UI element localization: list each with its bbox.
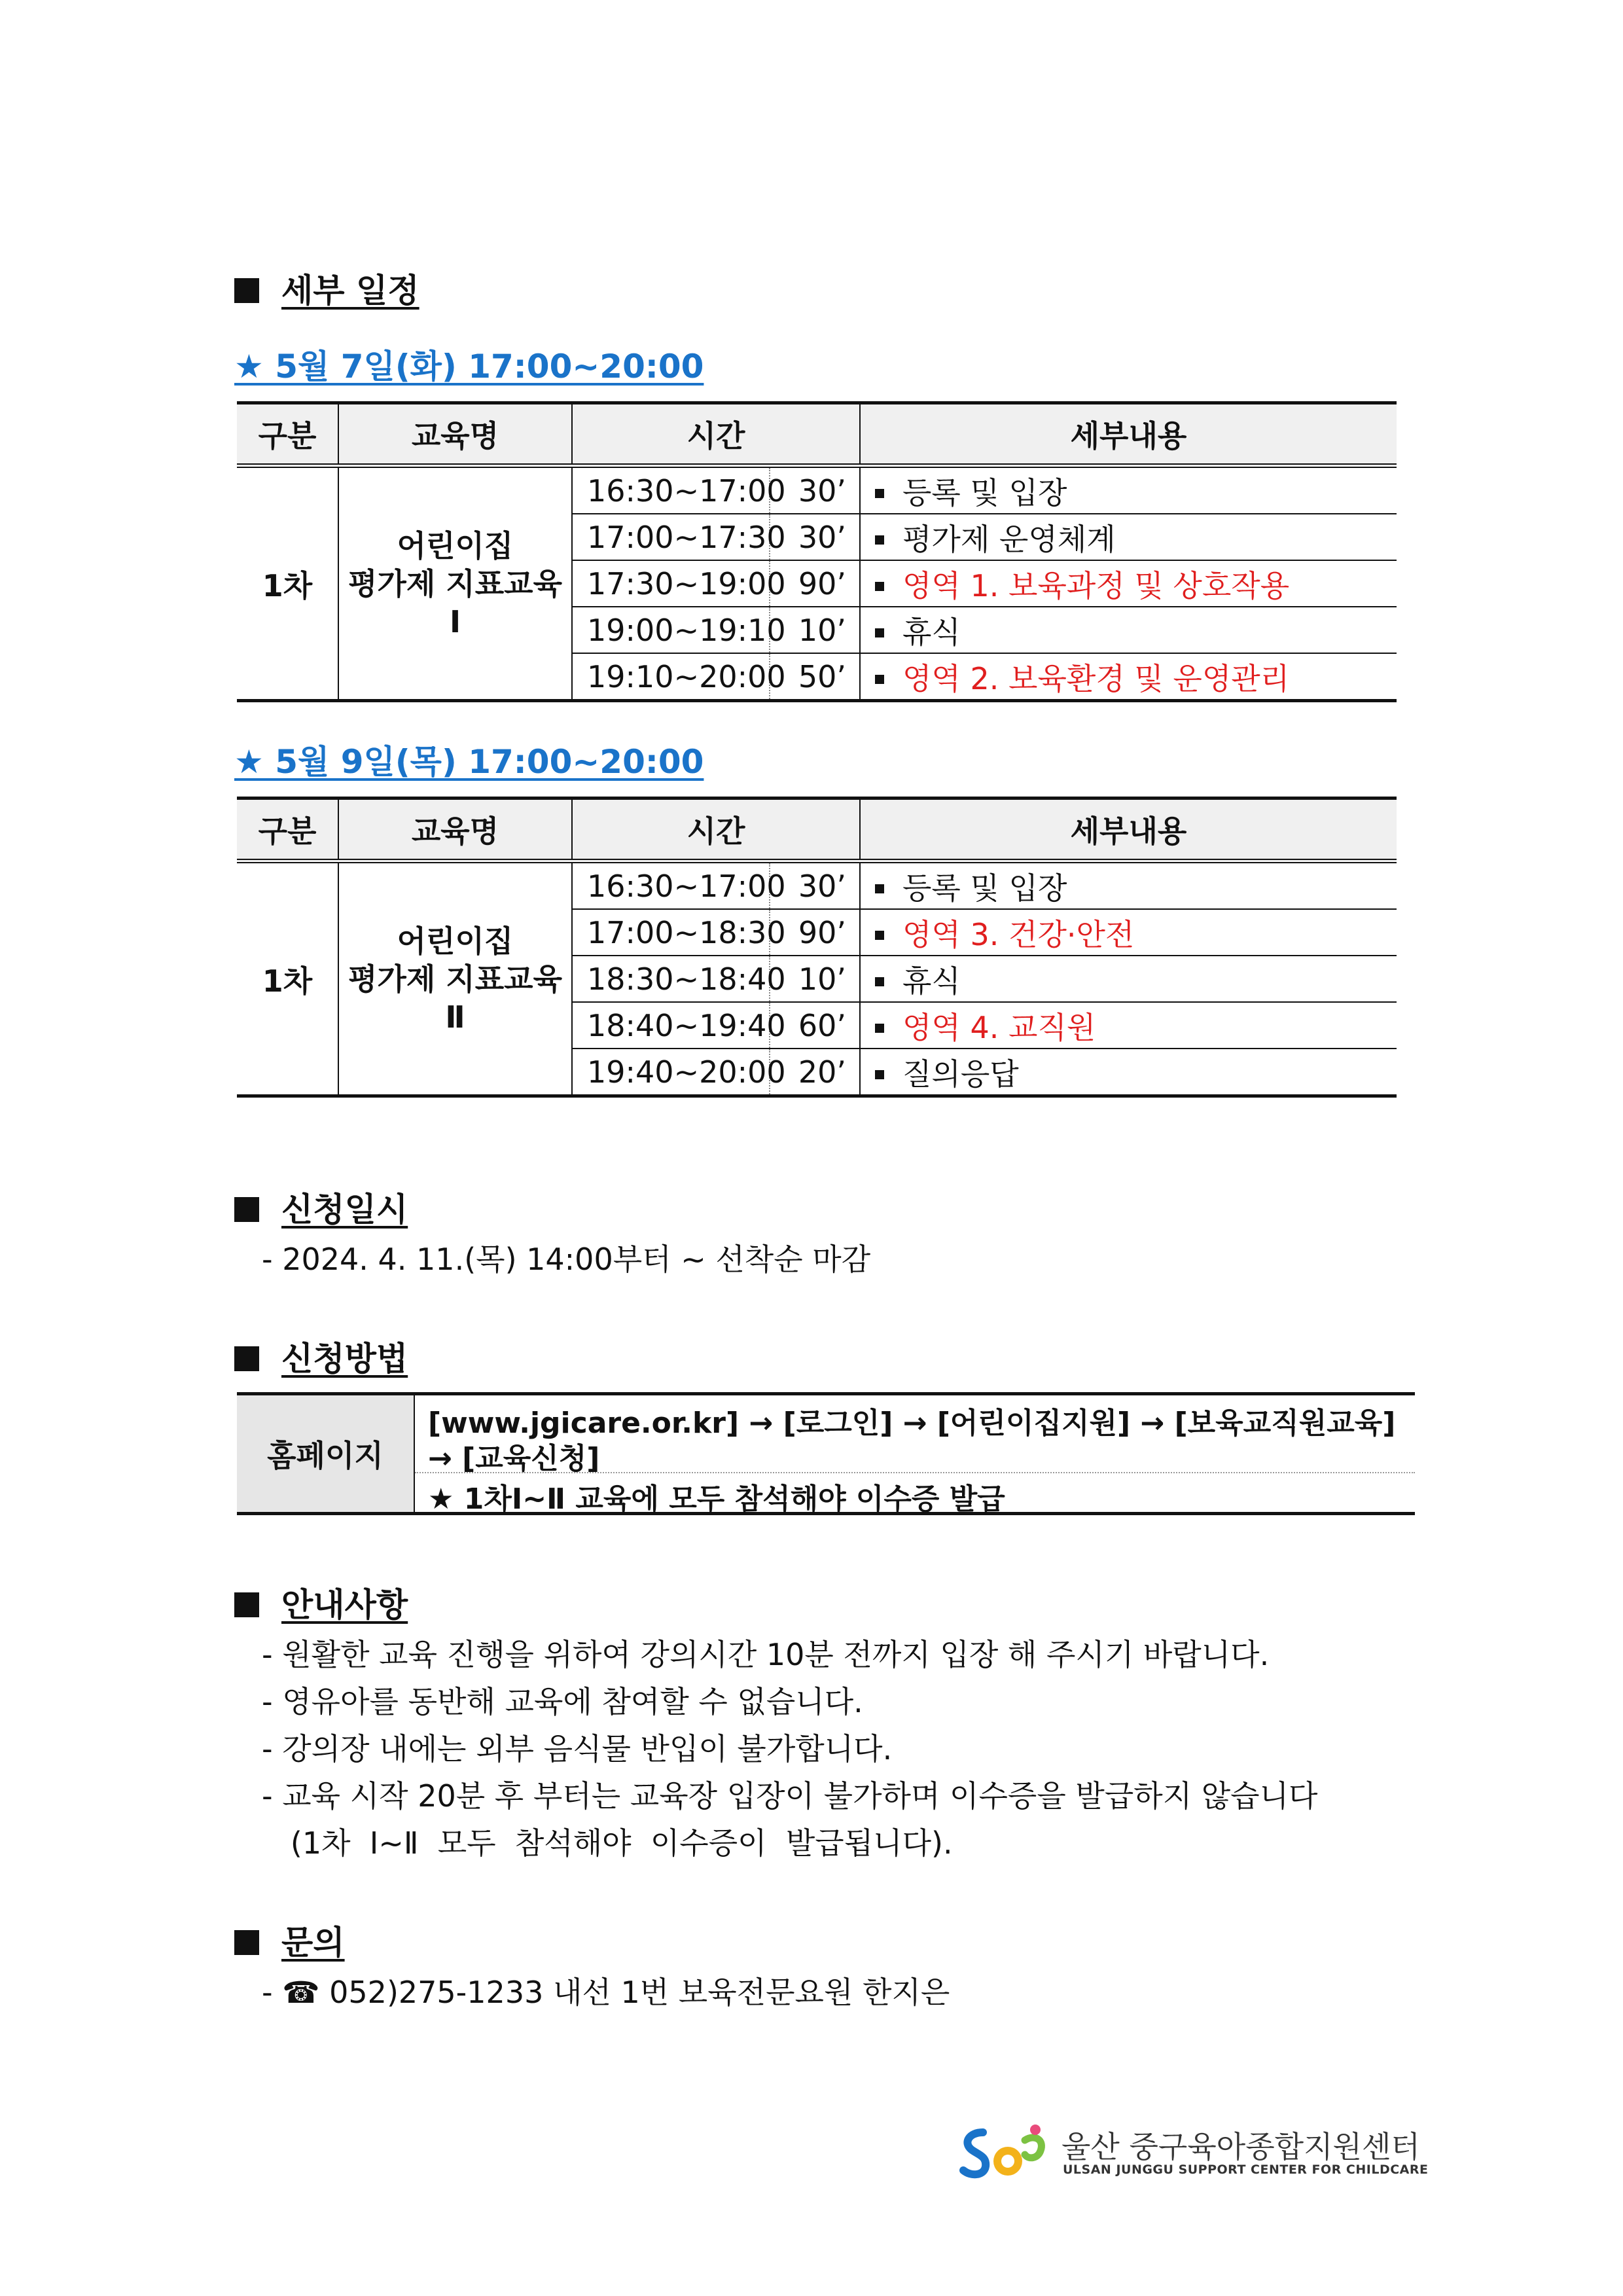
course-name-cell: 어린이집 평가제 지표교육 Ⅱ [338, 861, 572, 1096]
logo-name-kr: 울산 중구육아종합지원센터 [1061, 2129, 1420, 2164]
schedule2-table [237, 797, 1397, 1098]
section-title-contact: 문의 [234, 1916, 345, 1964]
header-course: 교육명 [338, 798, 572, 861]
header-course: 교육명 [338, 403, 572, 466]
category-cell: 1차 [237, 861, 338, 1096]
time-cell: 17:00~17:30 [572, 514, 770, 560]
section-title-schedule: 세부 일정 [234, 264, 419, 312]
section-title-notice: 안내사항 [234, 1579, 408, 1626]
minutes-cell: 10’ [770, 956, 860, 1002]
square-bullet-icon [875, 489, 884, 498]
detail-cell: 영역 4. 교직원 [860, 1002, 1397, 1049]
apply-method-line3: ★ 1차Ⅰ~Ⅱ 교육에 모두 참석해야 이수증 발급 [428, 1482, 1005, 1516]
apply-method-box [237, 1392, 1415, 1515]
minutes-cell: 90’ [770, 560, 860, 607]
detail-cell: 평가제 운영체계 [860, 514, 1397, 560]
square-bullet-icon [875, 1070, 884, 1079]
time-cell: 16:30~17:00 [572, 861, 770, 910]
header-time: 시간 [572, 403, 860, 466]
notice-item: - 영유아를 동반해 교육에 참여할 수 없습니다. [262, 1684, 863, 1719]
minutes-cell: 30’ [770, 861, 860, 910]
time-cell: 16:30~17:00 [572, 466, 770, 514]
logo-mark-icon [957, 2121, 1055, 2186]
time-cell: 17:00~18:30 [572, 909, 770, 956]
notice-item: - 강의장 내에는 외부 음식물 반입이 불가합니다. [262, 1731, 893, 1767]
schedule1-heading: ★ 5월 7일(화) 17:00~20:00 [234, 348, 704, 386]
detail-cell: 영역 1. 보육과정 및 상호작용 [860, 560, 1397, 607]
header-time: 시간 [572, 798, 860, 861]
detail-cell: 영역 3. 건강·안전 [860, 909, 1397, 956]
square-bullet-icon [234, 1592, 259, 1617]
table-header-row [237, 798, 1397, 861]
detail-cell: 휴식 [860, 607, 1397, 653]
time-cell: 19:10~20:00 [572, 653, 770, 701]
minutes-cell: 90’ [770, 909, 860, 956]
time-cell: 17:30~19:00 [572, 560, 770, 607]
header-detail: 세부내용 [860, 403, 1397, 466]
detail-cell: 질의응답 [860, 1049, 1397, 1096]
square-bullet-icon [875, 1024, 884, 1033]
square-bullet-icon [875, 628, 884, 637]
square-bullet-icon [875, 931, 884, 940]
minutes-cell: 10’ [770, 607, 860, 653]
minutes-cell: 60’ [770, 1002, 860, 1049]
homepage-label: 홈페이지 [237, 1395, 415, 1512]
detail-cell: 휴식 [860, 956, 1397, 1002]
apply-method-line1: [www.jgicare.or.kr] → [로그인] → [어린이집지원] → [보육교직원교육] [428, 1407, 1396, 1440]
square-bullet-icon [875, 977, 884, 986]
section-title-apply-date: 신청일시 [234, 1183, 408, 1230]
course-name-cell: 어린이집 평가제 지표교육 Ⅰ [338, 466, 572, 701]
detail-cell: 등록 및 입장 [860, 466, 1397, 514]
detail-cell: 영역 2. 보육환경 및 운영관리 [860, 653, 1397, 701]
square-bullet-icon [234, 1930, 259, 1955]
notice-item: (1차 Ⅰ~Ⅱ 모두 참석해야 이수증이 발급됩니다). [262, 1825, 953, 1861]
center-logo [957, 2121, 1429, 2186]
detail-cell: 등록 및 입장 [860, 861, 1397, 910]
header-detail: 세부내용 [860, 798, 1397, 861]
square-bullet-icon [875, 675, 884, 684]
apply-method-line2: → [교육신청] [428, 1442, 600, 1475]
square-bullet-icon [234, 1346, 259, 1371]
table-row [237, 861, 1397, 910]
contact-text: - ☎ 052)275-1233 내선 1번 보육전문요원 한지은 [262, 1975, 950, 2010]
schedule2-heading: ★ 5월 9일(목) 17:00~20:00 [234, 743, 704, 781]
schedule1-table [237, 401, 1397, 702]
minutes-cell: 30’ [770, 514, 860, 560]
minutes-cell: 20’ [770, 1049, 860, 1096]
notice-item: - 교육 시작 20분 후 부터는 교육장 입장이 불가하며 이수증을 발급하지 않습니다 [262, 1778, 1318, 1814]
table-header-row [237, 403, 1397, 466]
minutes-cell: 30’ [770, 466, 860, 514]
header-category: 구분 [237, 798, 338, 861]
notice-item: - 원활한 교육 진행을 위하여 강의시간 10분 전까지 입장 해 주시기 바랍니다. [262, 1637, 1270, 1672]
table-row [237, 466, 1397, 514]
category-cell: 1차 [237, 466, 338, 701]
square-bullet-icon [234, 1197, 259, 1222]
square-bullet-icon [875, 884, 884, 893]
minutes-cell: 50’ [770, 653, 860, 701]
time-cell: 18:30~18:40 [572, 956, 770, 1002]
square-bullet-icon [875, 535, 884, 545]
header-category: 구분 [237, 403, 338, 466]
apply-date-text: - 2024. 4. 11.(목) 14:00부터 ~ 선착순 마감 [262, 1242, 871, 1277]
divider [415, 1472, 1415, 1473]
square-bullet-icon [234, 278, 259, 303]
time-cell: 19:40~20:00 [572, 1049, 770, 1096]
square-bullet-icon [875, 582, 884, 591]
time-cell: 19:00~19:10 [572, 607, 770, 653]
section-title-apply-method: 신청방법 [234, 1333, 408, 1380]
logo-name-en: ULSAN JUNGGU SUPPORT CENTER FOR CHILDCARE [1063, 2162, 1429, 2177]
time-cell: 18:40~19:40 [572, 1002, 770, 1049]
